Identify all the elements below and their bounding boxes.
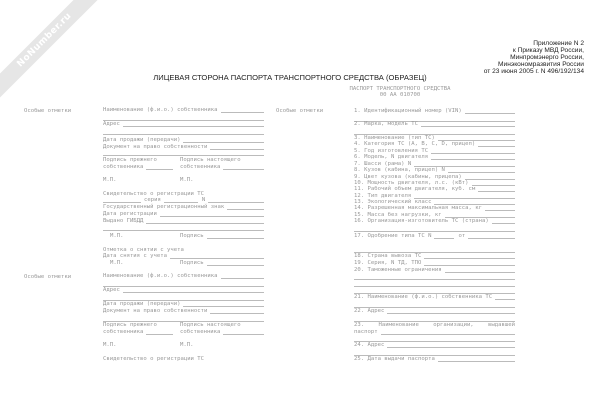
vin-field[interactable] xyxy=(465,108,515,114)
signature-row xyxy=(180,232,264,239)
field-label: 8. Кузов (кабина, прицеп) N xyxy=(354,167,445,173)
customs-restrictions-field[interactable] xyxy=(445,267,515,273)
stamp-place: М.П. xyxy=(103,177,117,183)
field-row xyxy=(354,259,515,266)
sale-date-row xyxy=(103,300,264,307)
field-label: 13. Экологический класс xyxy=(354,199,432,205)
field-row xyxy=(354,307,515,314)
reg-date-row xyxy=(103,210,264,217)
sale-date-label: Дата продажи (передачи) xyxy=(103,301,181,307)
series-row xyxy=(103,196,264,203)
header-line: Минэкономразвития России xyxy=(498,61,584,68)
cur-owner-label: собственника xyxy=(180,329,221,335)
field-row xyxy=(354,252,515,259)
reg-cert-label: Свидетельство о регистрации ТС xyxy=(103,356,205,362)
field-label: 7. Шасси (рама) N xyxy=(354,161,412,167)
header-line: Приложение N 2 xyxy=(533,40,584,47)
reg-date-label: Дата регистрации xyxy=(103,211,157,217)
ownership-doc-field[interactable] xyxy=(210,144,264,150)
cur-owner-sign-label: Подпись настоящего xyxy=(180,322,241,328)
prev-owner-sign-field[interactable] xyxy=(146,329,173,335)
field-row xyxy=(354,153,515,160)
issued-by-field[interactable] xyxy=(146,218,264,224)
field-row xyxy=(354,204,515,211)
owner-name-field[interactable] xyxy=(221,273,264,279)
prev-owner-sign-label: Подпись прежнего xyxy=(103,157,157,163)
stamp-place: М.П. xyxy=(180,342,194,348)
divider xyxy=(354,279,515,280)
cur-owner-label: собственника xyxy=(180,164,221,170)
field-row xyxy=(354,328,515,335)
ownership-doc-row xyxy=(103,143,264,150)
field-label: 22. Адрес xyxy=(354,308,385,314)
reg-cert-label: Свидетельство о регистрации ТС xyxy=(103,191,205,197)
address-row xyxy=(103,120,264,127)
divider xyxy=(103,230,264,231)
field-label: 9. Цвет кузова (кабины, прицепа) xyxy=(354,174,462,180)
cur-owner-row xyxy=(180,163,264,170)
field-row xyxy=(354,232,515,239)
divider xyxy=(354,286,515,287)
address-label: Адрес xyxy=(103,121,120,127)
field-row xyxy=(354,107,515,114)
stamp-place: М.П. xyxy=(180,177,194,183)
owner-name-field[interactable] xyxy=(221,107,264,113)
cur-owner-row xyxy=(180,328,264,335)
field-label: 15. Масса без нагрузки, кг xyxy=(354,212,442,218)
stamp-place: М.П. xyxy=(103,342,117,348)
special-marks-label: Особые отметки xyxy=(276,108,324,114)
dereg-date-label: Дата снятия с учета xyxy=(103,253,167,259)
signature-field[interactable] xyxy=(207,233,264,239)
field-label: 17. Одобрение типа ТС N xyxy=(354,233,432,239)
owner-name-label: Наименование (ф.и.о.) собственника xyxy=(103,273,218,279)
sale-date-label: Дата продажи (передачи) xyxy=(103,137,181,143)
prev-owner-row xyxy=(103,163,173,170)
field-row xyxy=(354,341,515,348)
from-label: от xyxy=(458,233,466,239)
special-marks-label: Особые отметки xyxy=(24,108,72,114)
field-row xyxy=(354,140,515,147)
issued-by-row xyxy=(103,217,264,224)
field-label: 5. Год изготовления ТС xyxy=(354,148,429,154)
prev-owner-sign-field[interactable] xyxy=(146,164,173,170)
series-label: серия xyxy=(144,197,161,203)
divider xyxy=(103,155,264,156)
field-label: 4. Категория ТС (A, B, C, D, прицеп) xyxy=(354,141,476,147)
field-label: 25. Дата выдачи паспорта xyxy=(354,356,435,362)
address-field[interactable] xyxy=(123,121,264,127)
signature-label: Подпись xyxy=(180,233,204,239)
ownership-doc-field[interactable] xyxy=(210,308,264,314)
field-label: 21. Наименование (ф.и.о.) собственника ТС xyxy=(354,294,493,300)
cur-owner-sign-field[interactable] xyxy=(223,164,264,170)
field-label: 24. Адрес xyxy=(354,342,385,348)
passport-serial: 00 АА 010700 xyxy=(379,92,421,98)
field-row xyxy=(354,266,515,273)
type-approval-date-field[interactable] xyxy=(468,233,515,239)
field-row xyxy=(354,355,515,362)
document-title: ЛИЦЕВАЯ СТОРОНА ПАСПОРТА ТРАНСПОРТНОГО СРЕДСТВА (ОБРАЗЕЦ) xyxy=(153,73,427,82)
header-line: от 23 июня 2005 г. N 496/192/134 xyxy=(483,68,584,75)
dereg-date-row xyxy=(103,252,264,259)
ownership-doc-label: Документ на право собственности xyxy=(103,308,208,314)
header-line: к Приказу МВД России, xyxy=(512,47,584,54)
address-label: Адрес xyxy=(103,287,120,293)
field-row xyxy=(354,120,515,127)
prev-owner-label: собственника xyxy=(103,329,144,335)
field-label: 3. Наименование (тип ТС) xyxy=(354,135,435,141)
field-label: 1. Идентификационный номер (VIN) xyxy=(354,108,462,114)
owner-address-field[interactable] xyxy=(387,308,515,314)
owner-name-row xyxy=(103,272,264,279)
field-label: 12. Тип двигателя xyxy=(354,193,412,199)
field-row xyxy=(354,185,515,192)
field-row xyxy=(354,217,515,224)
stamp-place: М.П. xyxy=(110,260,124,266)
field-label: 10. Мощность двигателя, л.с. (кВт) xyxy=(354,180,469,186)
field-label: 19. Серия, N ТД, ТПО xyxy=(354,260,422,266)
plate-row xyxy=(103,203,264,210)
divider xyxy=(103,134,264,135)
field-label: паспорт xyxy=(354,329,378,335)
issuer-field[interactable] xyxy=(381,329,515,335)
field-label: 16. Организация-изготовитель ТС (страна) xyxy=(354,218,489,224)
prev-owner-sign-label: Подпись прежнего xyxy=(103,322,157,328)
ownership-doc-label: Документ на право собственности xyxy=(103,144,208,150)
number-label: N xyxy=(201,197,206,203)
issuer-address-field[interactable] xyxy=(387,342,515,348)
field-label: 11. Рабочий объем двигателя, куб. см xyxy=(354,186,476,192)
owner-name-row xyxy=(103,106,264,113)
dereg-mark-label: Отметка о снятии с учета xyxy=(103,247,184,253)
address-field[interactable] xyxy=(123,287,264,293)
prev-owner-label: собственника xyxy=(103,164,144,170)
manufacturer-field[interactable] xyxy=(492,218,515,224)
plate-label: Государственный регистрационный знак xyxy=(103,204,225,210)
owner-field[interactable] xyxy=(495,294,515,300)
field-label: 20. Таможенные ограничения xyxy=(354,267,442,273)
owner-name-label: Наименование (ф.и.о.) собственника xyxy=(103,107,218,113)
cur-owner-sign-field[interactable] xyxy=(223,329,264,335)
type-approval-number-field[interactable] xyxy=(434,233,454,239)
cur-owner-sign-label: Подпись настоящего xyxy=(180,157,241,163)
header-line: Минпромэнерго России, xyxy=(510,54,584,61)
watermark: NoNumber.ru xyxy=(0,0,104,100)
appendix-header xyxy=(484,40,584,75)
issued-by-label: Выдано ГИБДД xyxy=(103,218,144,224)
make-model-field[interactable] xyxy=(421,121,515,127)
ownership-doc-row xyxy=(103,307,264,314)
address-row xyxy=(103,286,264,293)
field-row xyxy=(354,166,515,173)
signature-label: Подпись xyxy=(180,260,204,266)
sale-date-row xyxy=(103,136,264,143)
signature-field[interactable] xyxy=(207,260,264,266)
issue-date-field[interactable] xyxy=(438,356,515,362)
field-label: 23. Наименование организации, выдавшей xyxy=(354,322,515,328)
prev-owner-row xyxy=(103,328,173,335)
stamp-place: М.П. xyxy=(110,233,124,239)
field-label: 14. Разрешенная максимальная масса, кг xyxy=(354,205,482,211)
field-label: 18. Страна вывоза ТС xyxy=(354,253,422,259)
signature-row xyxy=(180,259,264,266)
field-label: 2. Марка, модель ТС xyxy=(354,121,418,127)
passport-title: ПАСПОРТ ТРАНСПОРТНОГО СРЕДСТВА xyxy=(349,86,451,92)
special-marks-label: Особые отметки xyxy=(24,274,72,280)
field-row xyxy=(354,293,515,300)
field-label: 6. Модель, N двигателя xyxy=(354,154,429,160)
